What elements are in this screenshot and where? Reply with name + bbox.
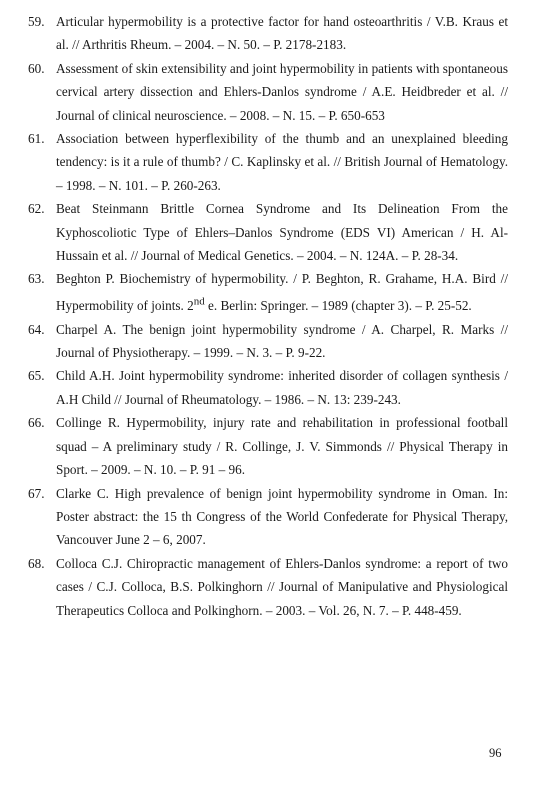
reference-number: 63. (28, 271, 45, 287)
reference-64 (30, 318, 508, 365)
reference-61 (30, 127, 508, 197)
reference-number: 66. (28, 415, 45, 431)
reference-number: 67. (28, 485, 45, 501)
reference-text (56, 271, 508, 313)
reference-number: 61. (28, 131, 45, 147)
reference-number: 59. (28, 14, 45, 29)
reference-text: Association between hyperflexibility of the thumb and an unexplained bleeding tendency: is it a rule of thumb? / C. Kaplinsky et al. // British Journal of Hematology. – 1998. – N. 101. – P. 260-263. (56, 131, 508, 193)
reference-text: Beat Steinmann Brittle Cornea Syndrome and Its Delineation From the Kyphoscoliotic Type of Ehlers–Danlos Syndrome (EDS VI) American / H. Al-Hussain et al. // Journal of Medical Genetics. – 2004. – N. 124A. – P. 28-34. (56, 201, 508, 264)
reference-63 (30, 267, 508, 317)
reference-66 (30, 411, 508, 481)
reference-text: Charpel A. The benign joint hypermobility syndrome / A. Charpel, R. Marks // Journal of Physiotherapy. – 1999. – N. 3. – P. 9-22. (56, 321, 508, 361)
page-number: 96 (489, 746, 502, 760)
reference-text-part: e. Berlin: Springer. – 1989 (chapter 3). – P. 25-52. (204, 298, 472, 314)
reference-59 (30, 10, 508, 57)
reference-text: Child A.H. Joint hypermobility syndrome: inherited disorder of collagen synthesis / A.H Child // Journal of Rheumatology. – 1986. – N. 13: 239-243. (56, 368, 508, 407)
reference-68 (30, 552, 508, 622)
reference-number: 68. (28, 555, 45, 571)
reference-60 (30, 57, 508, 127)
reference-65 (30, 364, 508, 411)
reference-text: Assessment of skin extensibility and joint hypermobility in patients with spontaneous cervical artery dissection and Ehlers-Danlos syndrome / A.E. Heidbreder et al. // Journal of clinical neuroscience. – 2008. – N. 15. – P. 650-653 (56, 60, 508, 123)
reference-text: Colloca C.J. Chiropractic management of Ehlers-Danlos syndrome: a report of two cases / C.J. Colloca, B.S. Polkinghorn // Journal of Manipulative and Physiological Therapeutics Colloca and Polkinghorn. – 2003. – Vol. 26, N. 7. – P. 448-459. (56, 555, 508, 618)
reference-number: 65. (28, 368, 45, 384)
reference-text-part: Beghton P. Biochemistry of hypermobility. / P. Beghton, R. Grahame, H.A. Bird // Hypermobility of joints. 2 (56, 271, 508, 314)
reference-62 (30, 197, 508, 267)
reference-number: 60. (28, 60, 45, 76)
reference-text: Clarke C. High prevalence of benign joint hypermobility syndrome in Oman. In: Poster abstract: the 15 th Congress of the World Confederate for Physical Therapy, Vancouver June 2 – 6, 2007. (56, 485, 508, 548)
superscript-ordinal: nd (193, 295, 205, 308)
reference-text: Articular hypermobility is a protective factor for hand osteoarthritis / V.B. Kraus et al. // Arthritis Rheum. – 2004. – N. 50. – P. 2178-2183. (56, 14, 508, 53)
reference-text: Collinge R. Hypermobility, injury rate and rehabilitation in professional football squad – A preliminary study / R. Collinge, J. V. Simmonds // Physical Therapy in Sport. – 2009. – N. 10. – P. 91 – 96. (56, 415, 508, 478)
reference-list (30, 10, 508, 622)
reference-number: 64. (28, 321, 45, 337)
reference-67 (30, 482, 508, 552)
reference-number: 62. (28, 201, 45, 217)
